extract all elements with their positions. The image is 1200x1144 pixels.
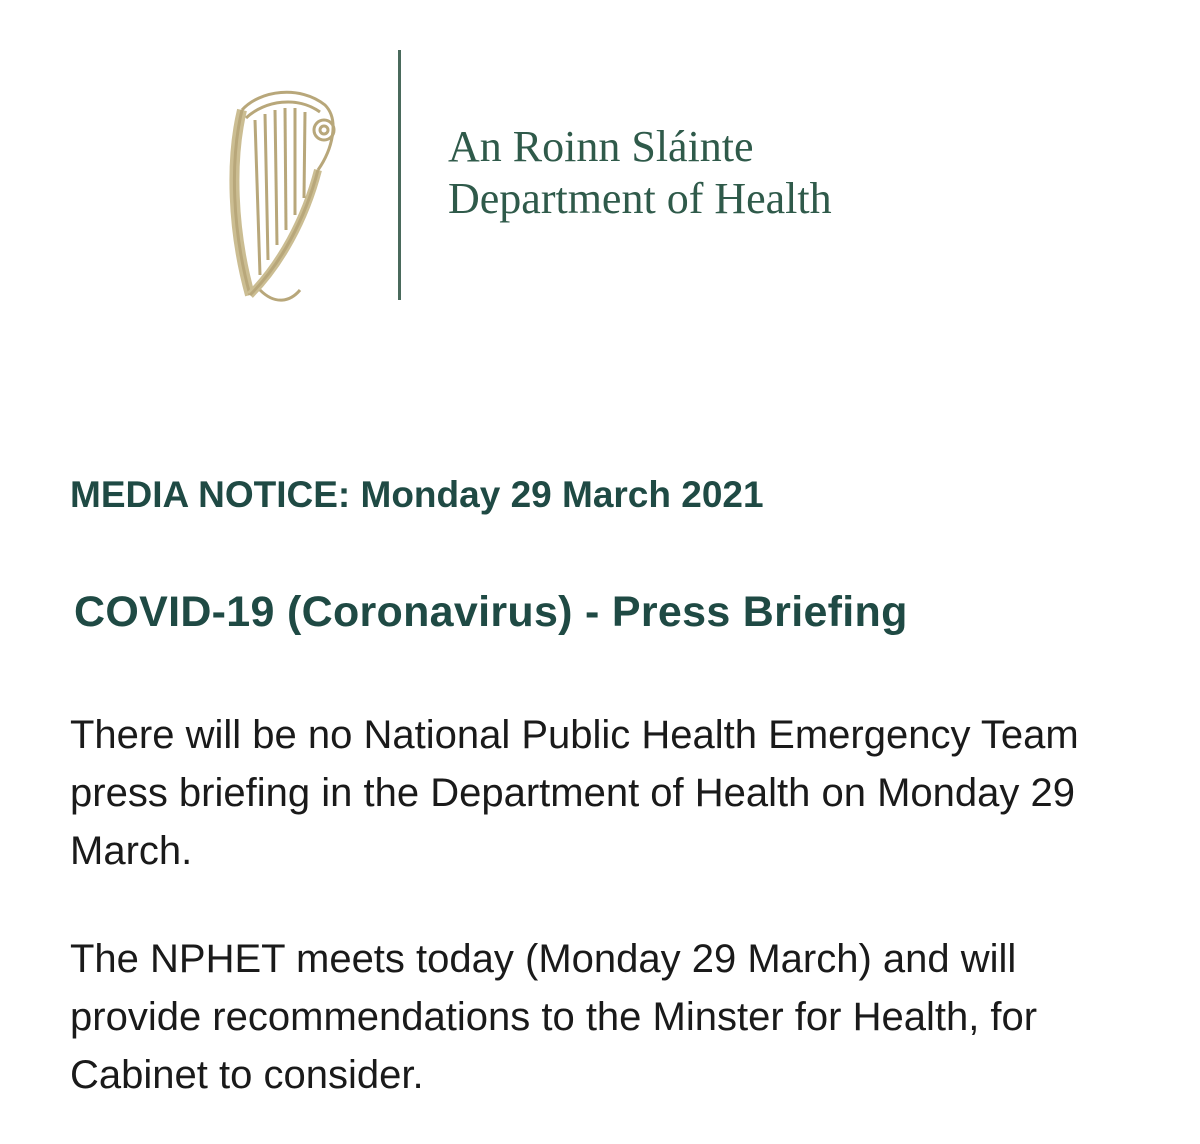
body-paragraph-2: The NPHET meets today (Monday 29 March) and will provide recommendations to the Minster for Health, for Cabinet to consider. bbox=[70, 937, 1038, 1097]
department-logo bbox=[220, 50, 940, 300]
harp-icon bbox=[220, 80, 350, 330]
press-briefing-headline: COVID-19 (Coronavirus) - Press Briefing bbox=[74, 588, 908, 636]
media-notice-label: MEDIA NOTICE: Monday 29 March 2021 bbox=[70, 474, 764, 515]
body-paragraph-1: There will be no National Public Health Emergency Team press briefing in the Department of Health on Monday 29 March. bbox=[70, 713, 1079, 873]
logo-divider bbox=[398, 50, 401, 300]
department-name-irish: An Roinn Sláinte bbox=[448, 122, 754, 171]
department-name bbox=[448, 122, 832, 226]
department-name-english: Department of Health bbox=[448, 174, 832, 223]
